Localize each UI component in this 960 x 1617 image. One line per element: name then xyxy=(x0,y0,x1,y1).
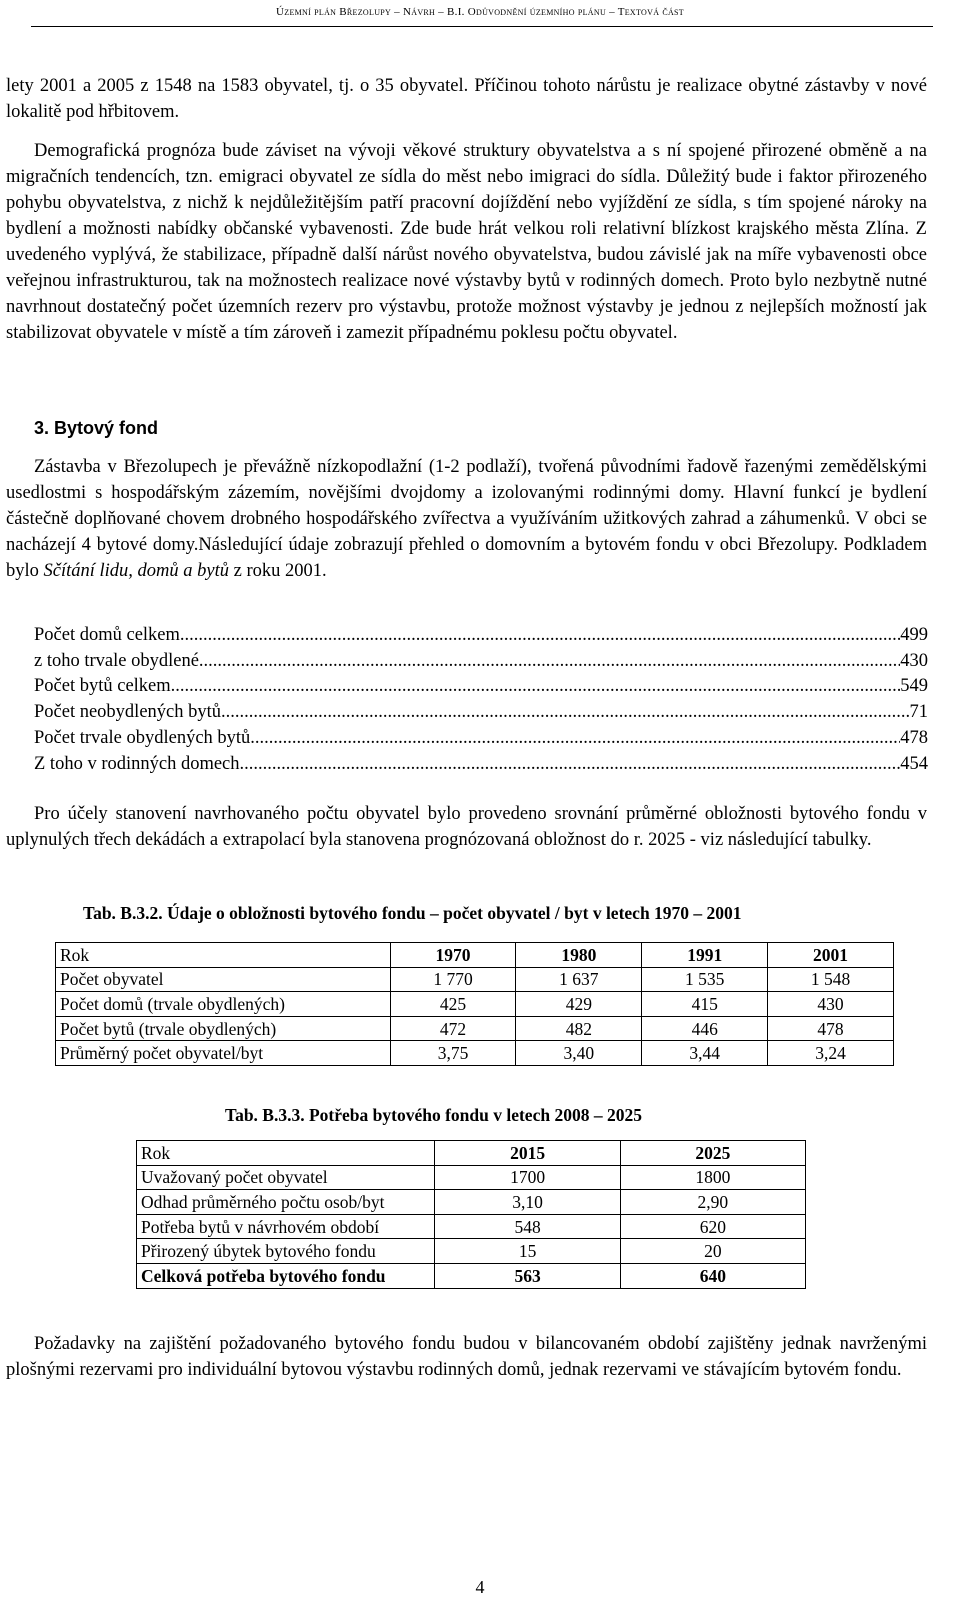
stat-label: Počet trvale obydlených bytů xyxy=(34,727,251,748)
stat-row xyxy=(34,752,928,778)
header-rule xyxy=(31,26,933,27)
table-cell: 2001 xyxy=(768,943,894,968)
table-cell: 2015 xyxy=(435,1141,620,1166)
table-cell: 3,75 xyxy=(390,1041,516,1066)
table-cell: 1980 xyxy=(516,943,642,968)
housing-need-table xyxy=(136,1140,806,1289)
table-cell: 563 xyxy=(435,1263,620,1288)
table-row xyxy=(137,1214,806,1239)
table-row xyxy=(137,1263,806,1288)
table-cell: Odhad průměrného počtu osob/byt xyxy=(137,1190,435,1215)
stat-value: 71 xyxy=(909,702,928,723)
table-cell: 548 xyxy=(435,1214,620,1239)
stat-label: Počet domů celkem xyxy=(34,625,180,645)
paragraph-population-growth: lety 2001 a 2005 z 1548 na 1583 obyvatel, tj. o 35 obyvatel. Příčinou tohoto nárůstu je realizace obytné zástavby v nové lokalitě pod hřbitovem. xyxy=(6,76,927,122)
stat-label: Z toho v rodinných domech xyxy=(34,753,240,774)
table-cell: 415 xyxy=(642,992,768,1017)
table2-caption: Tab. B.3.3. Potřeba bytového fondu v letech 2008 – 2025 xyxy=(225,1105,642,1125)
census-title: Sčítání lidu, domů a bytů xyxy=(43,561,230,581)
table-row xyxy=(56,943,894,968)
table-cell: Počet obyvatel xyxy=(56,967,391,992)
table-cell: 429 xyxy=(516,992,642,1017)
section-heading: 3. Bytový fond xyxy=(34,418,159,438)
table-cell: Počet bytů (trvale obydlených) xyxy=(56,1016,391,1041)
occupancy-table xyxy=(55,942,894,1066)
table-cell: 1 637 xyxy=(516,967,642,992)
stat-leader xyxy=(180,623,900,649)
paragraph-housing-stock xyxy=(6,454,927,584)
table-cell: 1700 xyxy=(435,1165,620,1190)
table-cell: 3,40 xyxy=(516,1041,642,1066)
table-row xyxy=(137,1165,806,1190)
housing-text-end: z roku 2001. xyxy=(229,561,327,581)
table-cell: Průměrný počet obyvatel/byt xyxy=(56,1041,391,1066)
table-cell: 3,44 xyxy=(642,1041,768,1066)
table-row xyxy=(137,1190,806,1215)
stat-row xyxy=(34,726,928,752)
stat-leader xyxy=(221,700,909,726)
table-cell: 3,10 xyxy=(435,1190,620,1215)
table-cell: 1991 xyxy=(642,943,768,968)
paragraph-occupancy-comparison: Pro účely stanovení navrhovaného počtu obyvatel bylo provedeno srovnání průměrné obložnosti bytového fondu v uplynulých třech dekádách a extrapolací byla stanovena prognózovaná obložnost do r. 2025 - viz následující tabulky. xyxy=(6,804,927,850)
stat-value: 478 xyxy=(900,727,928,748)
table-cell: 1 535 xyxy=(642,967,768,992)
table-cell: Celková potřeba bytového fondu xyxy=(137,1263,435,1288)
table-cell: 446 xyxy=(642,1016,768,1041)
table-cell: 1 770 xyxy=(390,967,516,992)
table-row xyxy=(56,992,894,1017)
table-cell: 482 xyxy=(516,1016,642,1041)
table-cell: 430 xyxy=(768,992,894,1017)
table-cell: 1 548 xyxy=(768,967,894,992)
table-row xyxy=(56,1016,894,1041)
table-cell: 472 xyxy=(390,1016,516,1041)
table1-caption: Tab. B.3.2. Údaje o obložnosti bytového fondu – počet obyvatel / byt v letech 1970 – 2001 xyxy=(83,903,742,923)
stat-label: Počet neobydlených bytů xyxy=(34,702,222,723)
stat-row xyxy=(34,674,928,700)
stat-leader xyxy=(199,649,900,675)
table-cell: 1800 xyxy=(620,1165,805,1190)
table-row xyxy=(137,1239,806,1264)
table-cell: Uvažovaný počet obyvatel xyxy=(137,1165,435,1190)
table-cell: 620 xyxy=(620,1214,805,1239)
table-cell: 15 xyxy=(435,1239,620,1264)
stat-value: 430 xyxy=(900,650,928,671)
stat-row xyxy=(34,649,928,675)
table-cell: 2025 xyxy=(620,1141,805,1166)
paragraph-housing-requirements: Požadavky na zajištění požadovaného bytového fondu budou v bilancovaném období zajištěny jednak navrženými plošnými rezervami pro individuální bytovou výstavbu rodinných domů, jednak rezervami ve stávajícím bytovém fondu. xyxy=(6,1334,927,1380)
table-cell: 2,90 xyxy=(620,1190,805,1215)
table-cell: Potřeba bytů v návrhovém období xyxy=(137,1214,435,1239)
housing-text: Zástavba v Březolupech je převážně nízkopodlažní (1-2 podlaží), tvořená původními řadově řazenými zemědělskými usedlostmi s hospodářským zázemím, novějšími dvojdomy a izolovanými rodinnými domy. Hlavní funkcí je bydlení částečně doplňované chovem drobného hospodářského zvířectva a využíváním užitkových zahrad a záhumenků. V obci se nacházejí 4 bytové domy.Následující údaje zobrazují přehled o domovním a bytovém fondu v obci Březolupy. Podkladem bylo xyxy=(6,457,927,581)
stat-label: z toho trvale obydlené xyxy=(34,650,199,671)
table-cell: 425 xyxy=(390,992,516,1017)
stat-leader xyxy=(171,674,901,700)
table-row xyxy=(56,1041,894,1066)
stat-row xyxy=(34,700,928,726)
table-row xyxy=(137,1141,806,1166)
table-cell: 20 xyxy=(620,1239,805,1264)
table-cell: 640 xyxy=(620,1263,805,1288)
housing-stats-list xyxy=(34,623,928,777)
stat-value: 454 xyxy=(900,753,928,774)
table-cell: 478 xyxy=(768,1016,894,1041)
table-cell: Rok xyxy=(56,943,391,968)
table-cell: Rok xyxy=(137,1141,435,1166)
page-number: 4 xyxy=(475,1577,485,1597)
stat-leader xyxy=(250,726,900,752)
table-row xyxy=(56,967,894,992)
stat-value: 499 xyxy=(900,625,928,645)
paragraph-demographic-prognosis: Demografická prognóza bude záviset na vývoji věkové struktury obyvatelstva a s ní spojené přirozené obměně a na migračních tendencích, tzn. emigraci obyvatel ze sídla do měst nebo imigraci do sídla. Důležitý bude i faktor přirozeného pohybu obyvatelstva, z nichž k nejdůležitějším patří pracovní dojíždění nebo vyjíždění ze sídla, s tím spojené nároky na bydlení a možnosti nabídky občanské vybavenosti. Zde bude hrát velkou roli relativní blízkost krajského města Zlína. Z uvedeného vyplývá, že stabilizace, případně další nárůst nového obyvatelstva, budou závislé jak na míře vybavenosti obce veřejnou infrastrukturou, tak na možnostech realizace nové výstavby bytů v rodinných domech. Proto bylo nezbytně nutné navrhnout dostatečný počet územních rezerv pro výstavbu, protože možnost výstavby je jednou z nejlepších možností jak stabilizovat obyvatele v místě a tím zároveň i zamezit případnému poklesu počtu obyvatel. xyxy=(6,141,927,343)
stat-row xyxy=(34,623,928,649)
page-header: Územní plán Březolupy – Návrh – B.I. Odůvodnění územního plánu – Textová část xyxy=(276,6,684,18)
table-cell: Počet domů (trvale obydlených) xyxy=(56,992,391,1017)
table-cell: 1970 xyxy=(390,943,516,968)
stat-leader xyxy=(240,752,901,778)
table-cell: Přirozený úbytek bytového fondu xyxy=(137,1239,435,1264)
table-cell: 3,24 xyxy=(768,1041,894,1066)
stat-value: 549 xyxy=(900,676,928,697)
stat-label: Počet bytů celkem xyxy=(34,676,171,697)
